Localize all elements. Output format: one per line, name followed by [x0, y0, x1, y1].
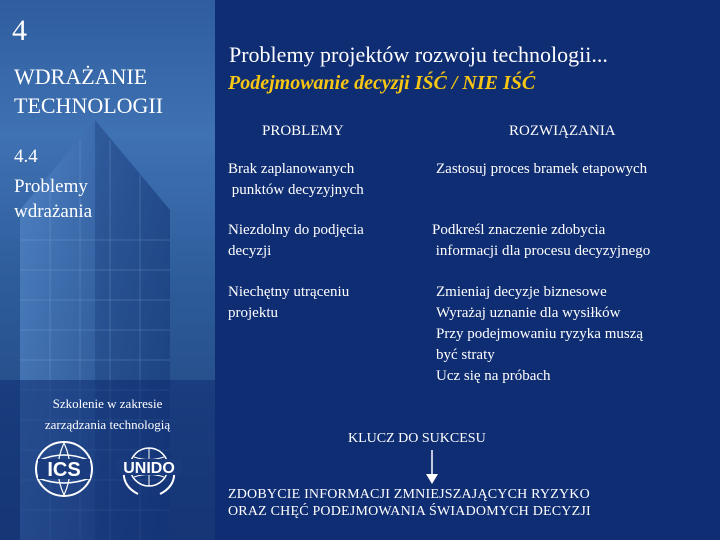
subsection-title-line: wdrażania — [14, 201, 93, 222]
solution-line: Wyrażaj uznanie dla wysiłków — [436, 305, 621, 321]
problem-line: projektu — [228, 305, 278, 321]
key-result-text — [228, 486, 591, 520]
section-title-line: WDRAŻANIE — [14, 64, 148, 89]
section-number: 4 — [12, 14, 27, 47]
solution-cell — [436, 159, 647, 180]
ics-logo — [34, 440, 94, 498]
section-title-line: TECHNOLOGII — [14, 93, 164, 118]
solution-cell — [436, 282, 643, 387]
subsection-number: 4.4 — [14, 146, 38, 167]
problem-line: Brak zaplanowanych — [228, 161, 355, 177]
subsection-title — [14, 174, 92, 224]
solution-line: Zmieniaj decyzje biznesowe — [436, 284, 607, 300]
solution-line: Zastosuj proces bramek etapowych — [436, 161, 648, 177]
header-solutions: ROZWIĄZANIA — [509, 123, 616, 139]
problem-line: punktów decyzyjnych — [228, 182, 364, 198]
solution-line: być straty — [436, 347, 495, 363]
training-label — [0, 393, 215, 435]
ics-logo-text: ICS — [47, 459, 81, 481]
key-result-line: ZDOBYCIE INFORMACJI ZMNIEJSZAJĄCYCH RYZYKO — [228, 487, 590, 502]
training-line: Szkolenie w zakresie — [52, 396, 163, 411]
solution-cell — [432, 220, 650, 262]
subsection-title-line: Problemy — [14, 176, 88, 197]
arrow-down-icon — [424, 450, 440, 491]
problem-line: decyzji — [228, 243, 272, 259]
solution-line: Przy podejmowaniu ryzyka muszą — [436, 326, 644, 342]
header-problems: PROBLEMY — [262, 123, 344, 139]
unido-logo — [114, 440, 184, 498]
sidebar-panel — [0, 0, 215, 540]
problem-line: Niezdolny do podjęcia — [228, 222, 364, 238]
problem-cell — [228, 220, 364, 262]
section-title — [14, 62, 163, 120]
problem-cell — [228, 159, 364, 201]
solution-line: Podkreśl znaczenie zdobycia — [432, 222, 606, 238]
unido-logo-text: UNIDO — [123, 460, 175, 477]
solution-line: Ucz się na próbach — [436, 368, 551, 384]
key-to-success-label: KLUCZ DO SUKCESU — [348, 431, 486, 446]
key-result-line: ORAZ CHĘĆ PODEJMOWANIA ŚWIADOMYCH DECYZJI — [228, 504, 591, 519]
slide-subtitle: Podejmowanie decyzji IŚĆ / NIE IŚĆ — [228, 72, 536, 94]
training-line: zarządzania technologią — [44, 417, 171, 432]
solution-line: informacji dla procesu decyzyjnego — [432, 243, 651, 259]
problem-line: Niechętny utrąceniu — [228, 284, 350, 300]
problem-cell — [228, 282, 349, 324]
slide-title: Problemy projektów rozwoju technologii... — [229, 42, 608, 67]
